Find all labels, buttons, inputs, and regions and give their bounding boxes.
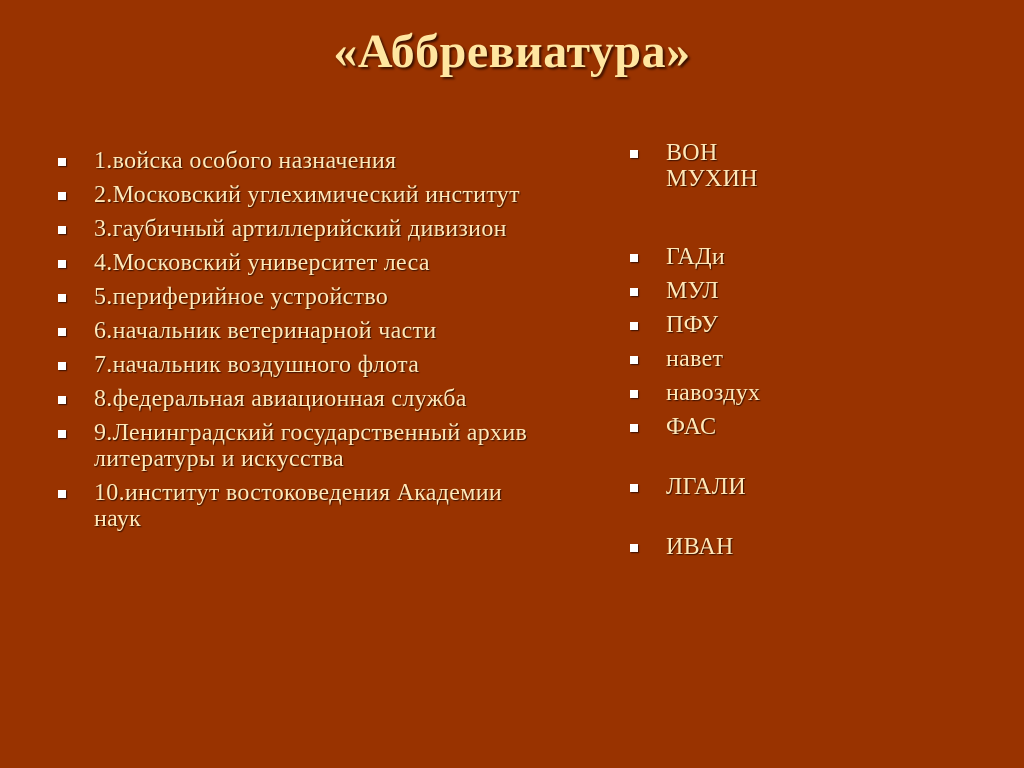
- list-item: [56, 182, 536, 208]
- definition-text: 1.войска особого назначения: [94, 148, 397, 174]
- list-item: [628, 278, 988, 304]
- list-item: [628, 380, 988, 406]
- square-bullet-icon: [58, 328, 66, 336]
- list-item: [56, 250, 536, 276]
- square-bullet-icon: [630, 150, 638, 158]
- definition-text: 9.Ленинградский государственный архив литературы и искусства: [94, 420, 528, 472]
- square-bullet-icon: [630, 356, 638, 364]
- abbreviation-text: навоздух: [666, 380, 761, 406]
- square-bullet-icon: [58, 192, 66, 200]
- abbreviation-text: ЛГАЛИ: [666, 474, 746, 500]
- square-bullet-icon: [58, 396, 66, 404]
- square-bullet-icon: [58, 430, 66, 438]
- abbreviation-text: ИВАН: [666, 534, 734, 560]
- list-item: [628, 474, 988, 500]
- square-bullet-icon: [630, 484, 638, 492]
- square-bullet-icon: [630, 288, 638, 296]
- definitions-list: [56, 148, 536, 540]
- square-bullet-icon: [630, 254, 638, 262]
- square-bullet-icon: [630, 390, 638, 398]
- list-item: [628, 312, 988, 338]
- definition-text: 3.гаубичный артиллерийский дивизион: [94, 216, 507, 242]
- abbreviations-list: [628, 140, 988, 568]
- definition-text: 5.периферийное устройство: [94, 284, 389, 310]
- list-item: [628, 534, 988, 560]
- square-bullet-icon: [58, 490, 66, 498]
- list-item: [56, 318, 536, 344]
- list-item: [56, 386, 536, 412]
- definition-text: 6.начальник ветеринарной части: [94, 318, 437, 344]
- slide-title: «Аббревиатура»: [333, 25, 691, 78]
- list-item: [56, 480, 536, 532]
- abbreviation-text: МУЛ: [666, 278, 719, 304]
- list-item: [56, 148, 536, 174]
- abbreviation-text: ВОН МУХИН: [666, 140, 758, 192]
- square-bullet-icon: [58, 158, 66, 166]
- list-item: [628, 346, 988, 372]
- square-bullet-icon: [630, 322, 638, 330]
- square-bullet-icon: [58, 362, 66, 370]
- square-bullet-icon: [630, 544, 638, 552]
- abbreviation-text: ГАДи: [666, 244, 726, 270]
- list-item: [628, 244, 988, 270]
- square-bullet-icon: [58, 294, 66, 302]
- list-item: [628, 414, 988, 440]
- square-bullet-icon: [58, 260, 66, 268]
- list-item: [56, 284, 536, 310]
- abbreviation-text: ФАС: [666, 414, 717, 440]
- definition-text: 2.Московский углехимический институт: [94, 182, 520, 208]
- square-bullet-icon: [58, 226, 66, 234]
- list-item: [56, 352, 536, 378]
- list-item: [628, 140, 796, 192]
- definition-text: 10.институт востоковедения Академии наук: [94, 480, 502, 532]
- definition-text: 7.начальник воздушного флота: [94, 352, 420, 378]
- list-item: [56, 216, 536, 242]
- abbreviation-text: навет: [666, 346, 724, 372]
- definition-text: 8.федеральная авиационная служба: [94, 386, 467, 412]
- list-item: [56, 420, 536, 472]
- square-bullet-icon: [630, 424, 638, 432]
- abbreviation-text: ПФУ: [666, 312, 719, 338]
- definition-text: 4.Московский университет леса: [94, 250, 430, 276]
